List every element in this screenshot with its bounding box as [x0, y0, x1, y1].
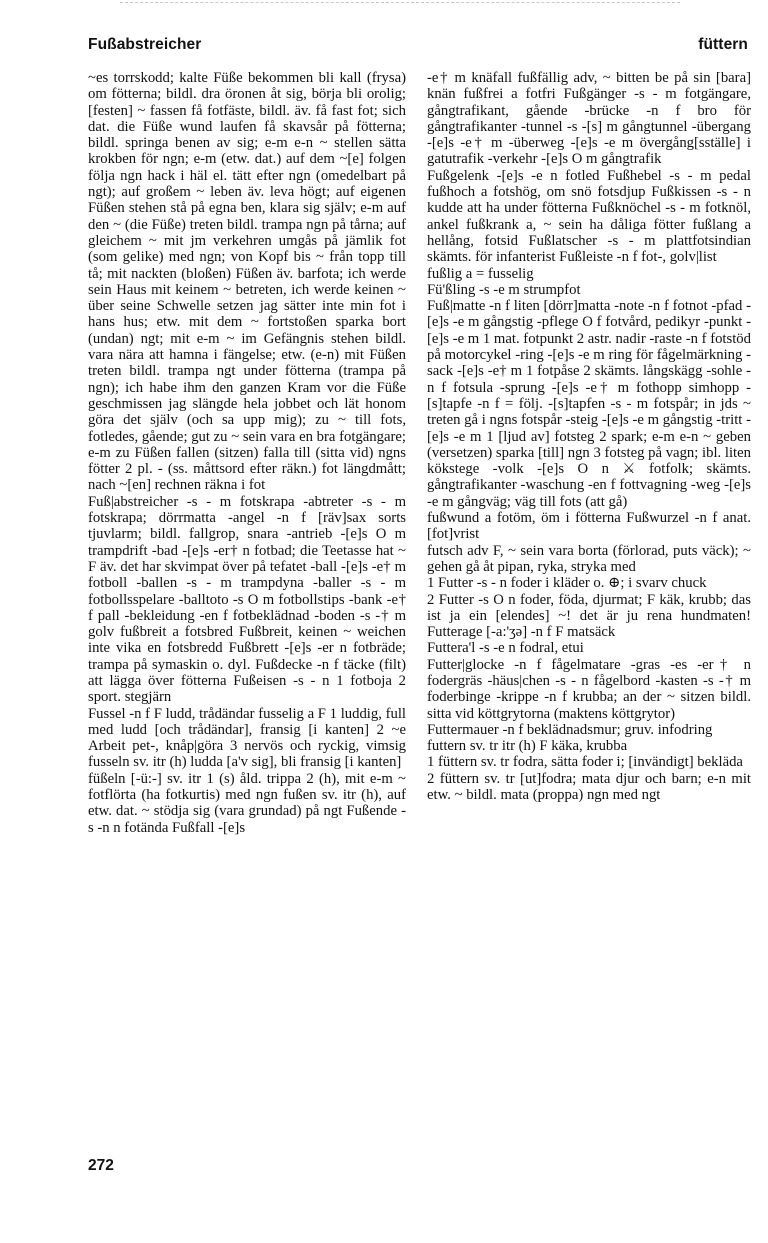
- page-top-edge: [120, 2, 680, 4]
- dictionary-entry: Fussel -n f F ludd, trådändar fusselig a F 1 luddig, full med ludd [och trådändar], fransig [i kanten] 2 ~e Arbeit pet-, knåp|göra 3 nervös och ryckig, vimsig fusseln sv. itr (h) ludda [a'v sig], bli fransig [i kanten]: [88, 705, 406, 771]
- page-number: 272: [88, 1157, 114, 1174]
- dictionary-entry: 2 füttern sv. tr [ut]fodra; mata djur och barn; e-n mit etw. ~ bildl. mata (proppa) ngn med ngt: [427, 770, 751, 804]
- dictionary-entry: Fuß|abstreicher -s - m fotskrapa -abtreter -s - m fotskrapa; dörrmatta -angel -n f [räv]sax sorts tjuvlarm; bildl. fallgrop, snara -antrieb -[e]s O m trampdrift -bad -[e]s -er† n fotbad; die Teetasse hat ~ F äv. det har skvimpat över på tefatet -ball -[e]s -e† m fotboll -ballen -s - m trampdyna -baller -s - m fotbollsspelare -balltoto -s O m fotbollstips -bank -e† f pall -bekleidung -en f fotbeklädnad -boden -s -† m golv fußbreit a fotsbred Fußbreit, keinen ~ weichen inte vika en fotsbredd Fußbrett -[e]s -er n fotbräde; trampa på symaskin o. dyl. Fußdecke -n f täcke (filt) att lägga över fötterna Fußeisen -s - n 1 fotboja 2 sport. stegjärn: [88, 493, 406, 706]
- dictionary-entry: Fü'ßling -s -e m strumpfot: [427, 281, 581, 298]
- right-column: [427, 70, 751, 803]
- header-right-word: füttern: [698, 36, 748, 53]
- dictionary-entry: Fußgelenk -[e]s -e n fotled Fußhebel -s - m pedal fußhoch a fotshög, om snö fotsdjup Fußkissen -s - n kudde att ha under fötterna Fußknöchel -s - m fotknöl, ankel fußkrank a, ~ sein ha dåliga fötter fußlang a hellång, fotsid Fußlatscher -s - m plattfotsindian skämts. för infanterist Fußleiste -n f fot-, golv|list: [427, 167, 751, 266]
- left-column: [88, 70, 406, 836]
- dictionary-entry: füßeln [-ü:-] sv. itr 1 (s) åld. trippa 2 (h), mit e-m ~ fotflörta (ha fotkurtis) med ngn fußen sv. itr (h), auf etw. dat. ~ stödja sig (vara grundad) på ngt Fußende -s -n n fotända Fußfall -[e]s: [88, 770, 406, 836]
- dictionary-entry: ~es torrskodd; kalte Füße bekommen bli kall (frysa) om fötterna; bildl. dra öronen åt sig, börja bli orolig; [festen] ~ fassen få fotfäste, bildl. äv. få fast fot; sich dat. die Füße wund laufen få skavsår på fötterna; bildl. springa benen av sig; e-m e-n ~ stellen sätta krokben för ngn; e-m (etw. dat.) auf dem ~[e] folgen följa ngn hack i häl el. tätt efter ngn (omedelbart på ngt); auf großem ~ leben äv. leva högt; auf eigenen Füßen stehen stå på egna ben, klara sig själv; e-m auf den ~ (die Füße) treten bildl. trampa ngn på tårna; auf gleichem ~ mit jm verkehren umgås på jämlik fot (som gelike) med ngn; von Kopf bis ~ från topp till tå; mit nackten (bloßen) Füßen äv. barfota; ich werde sein Haus mit keinem ~ betreten, ich werde keinen ~ über seine Schwelle setzen jag sätter inte min fot i hans hus; etw. mit dem ~ fortstoßen sparka bort (undan) ngt; mit e-m ~ im Gefängnis stehen bildl. vara nära att hamna i fängelse; etw. (e-n) mit Füßen treten bildl. trampa ngt under fötterna (trampa på ngn); ich habe ihm den ganzen Kram vor die Füße geschmissen jag slängde hela jobbet och lät honom göra det själv (och sa upp mig); zu ~ till fots, fotledes, gående; gut zu ~ sein vara en bra fotgängare; e-m zu Füßen fallen (sitzen) falla till (sitta vid) ngns fötter 2 pl. - (ss. måttsord efter räkn.) fot längdmått; nach ~[en] rechnen räkna i fot: [88, 70, 406, 494]
- dictionary-entry: futtern sv. tr itr (h) F käka, krubba: [427, 738, 628, 755]
- dictionary-entry: Futter|glocke -n f fågelmatare -gras -es -er† n fodergräs -häus|chen -s - n fågelbord -kasten -s -† m foderbinge -krippe -n f krubba; an der ~ sitzen bildl. sitta vid köttgrytorna (maktens köttgrytor): [427, 656, 751, 722]
- dictionary-entry: -e† m knäfall fußfällig adv, ~ bitten be på sin [bara] knän fußfrei a fotfri Fußgänger -s - m fotgängare, gångtrafikant, gående -brücke -n f bro för gångtrafikanter -tunnel -s -[s] m gångtunnel -übergang -[e]s -e† m -überweg -[e]s -e m övergång[sställe] i gatutrafik -verkehr -[e]s O m gångtrafik: [427, 70, 751, 168]
- dictionary-entry: Futtermauer -n f beklädnadsmur; gruv. infodring: [427, 721, 713, 738]
- dictionary-entry: Futtera'l -s -e n fodral, etui: [427, 640, 584, 657]
- dictionary-entry: 1 Futter -s - n foder i kläder o. ⊕; i svarv chuck: [427, 575, 707, 592]
- dictionary-entry: fußlig a = fusselig: [427, 265, 534, 282]
- dictionary-entry: 1 füttern sv. tr fodra, sätta foder i; [invändigt] beklädа: [427, 754, 743, 771]
- dictionary-entry: futsch adv F, ~ sein vara borta (förlorad, puts väck); ~ gehen gå åt pipan, ryka, stryka med: [427, 542, 751, 575]
- dictionary-entry: fußwund a fotöm, öm i fötterna Fußwurzel -n f anat. [fot]vrist: [427, 510, 751, 543]
- dictionary-entry: 2 Futter -s O n foder, föda, djurmat; F käk, krubb; das ist ja ein [elendes] ~! det är ju rena hundmaten! Futterage [-a:'ʒə] -n f F matsäck: [427, 591, 751, 641]
- header-left-word: Fußabstreicher: [88, 36, 202, 53]
- dictionary-entry: Fuß|matte -n f liten [dörr]matta -note -n f fotnot -pfad -[e]s -e m gångstig -pflege O f fotvård, pedikyr -punkt -[e]s -e m 1 mat. fotpunkt 2 astr. nadir -raste -n f fotstöd på motorcykel -ring -[e]s -e m ring för fågelmärkning -sack -[e]s -e† m 1 fotpåse 2 skämts. långskägg -sohle -n f fotsula -sprung -[e]s -e† m fothopp simhopp -[s]tapfe -n f = följ. -[s]tapfen -s - m fotspår; in jds ~ treten gå i ngns fotspår -steig -[e]s -e m gångstig -tritt -[e]s -e m 1 [ljud av] fotsteg 2 spark; e-m e-n ~ geben (versetzen) sparka [till] ngn 3 fotsteg på vagn; ibl. liten kökstege -volk -[e]s O n ⚔ fotfolk; skämts. gångtrafikanter -waschung -en f fottvagning -weg -[e]s -e m gångväg; väg till fots (att gå): [427, 298, 751, 510]
